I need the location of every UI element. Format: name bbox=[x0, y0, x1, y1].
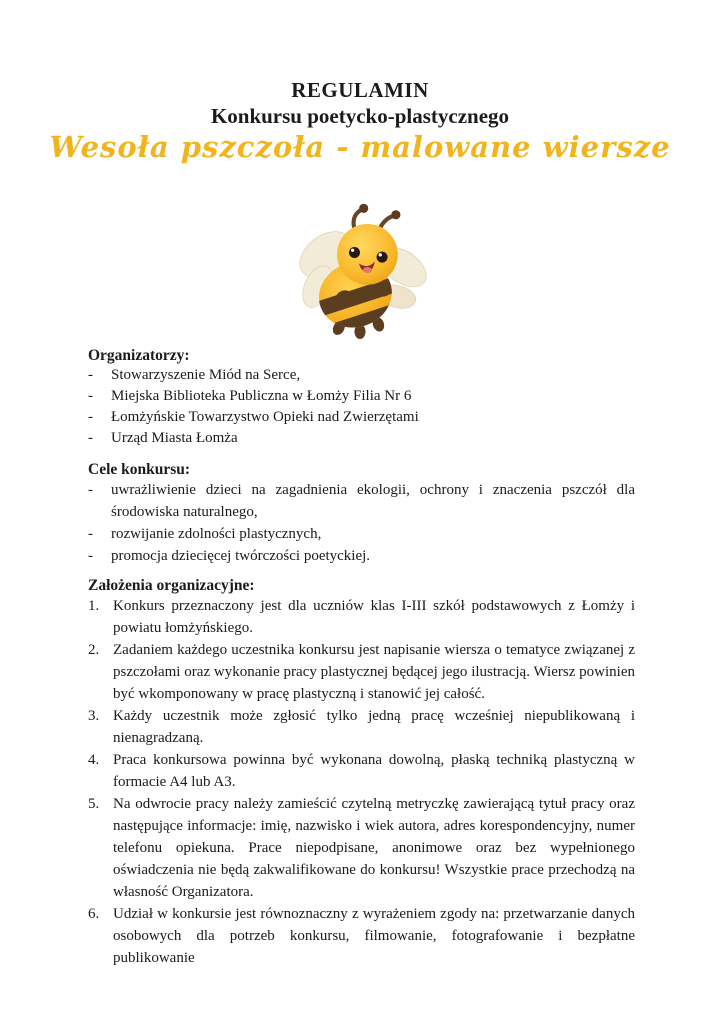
bee-eye-right bbox=[377, 252, 388, 263]
list-item-text: uwrażliwienie dzieci na zagadnienia ekologii, ochrony i znaczenia pszczół dla środowiska naturalnego, bbox=[111, 482, 635, 520]
list-marker: - bbox=[88, 526, 93, 542]
list-item bbox=[88, 545, 635, 567]
page-title: REGULAMIN bbox=[291, 78, 429, 102]
list-item-text: Stowarzyszenie Miód na Serce, bbox=[111, 367, 301, 383]
list-item bbox=[88, 365, 635, 386]
list-number: 2. bbox=[88, 642, 100, 658]
list-marker: - bbox=[88, 367, 93, 383]
page-subtitle: Konkursu poetycko-plastycznego bbox=[210, 104, 510, 128]
list-marker: - bbox=[88, 430, 93, 446]
list-item bbox=[88, 639, 635, 705]
list-item-text: Każdy uczestnik może zgłosić tylko jedną pracę wcześniej niepublikowaną i nienagradzaną. bbox=[113, 708, 635, 746]
list-item bbox=[88, 407, 635, 428]
list-item-text: rozwijanie zdolności plastycznych, bbox=[111, 526, 322, 542]
organizers-list bbox=[88, 365, 635, 449]
list-item-text: Na odwrocie pracy należy zamieścić czytelną metryczkę zawierającą tytuł pracy oraz następujące informacje: imię, nazwisko i wiek autora, adres korespondencyjny, numer telefonu opiekuna. Prace niepodpisane, anonimowe oraz bez wypełnionego oświadczenia nie będą zakwalifikowane do konkursu! Wszystkie prace przechodzą na własność Organizatora. bbox=[113, 796, 635, 900]
list-item-text: Urząd Miasta Łomża bbox=[111, 430, 238, 446]
antenna-right-tip bbox=[391, 210, 400, 219]
section-heading-zalozenia: Założenia organizacyjne: bbox=[88, 577, 255, 594]
bee-eye-right-glint bbox=[379, 253, 382, 256]
bee-eye-left-glint bbox=[351, 249, 354, 252]
list-number: 3. bbox=[88, 708, 100, 724]
list-item bbox=[88, 705, 635, 749]
list-item bbox=[88, 479, 635, 523]
contest-name-decorative: Wesoła pszczoła - malowane wiersze bbox=[49, 130, 671, 164]
list-number: 4. bbox=[88, 752, 100, 768]
bee-head bbox=[337, 224, 398, 285]
list-item-text: Udział w konkursie jest równoznaczny z wyrażeniem zgody na: przetwarzanie danych osobowych dla potrzeb konkursu, filmowanie, fotografowanie i bezpłatne publikowanie bbox=[113, 906, 635, 966]
list-item bbox=[88, 386, 635, 407]
section-heading-cele: Cele konkursu: bbox=[88, 461, 191, 478]
section-heading-organizatorzy: Organizatorzy: bbox=[88, 347, 190, 364]
bee-tongue bbox=[363, 267, 372, 273]
list-item-text: Łomżyńskie Towarzystwo Opieki nad Zwierzętami bbox=[111, 409, 419, 425]
list-number: 1. bbox=[88, 598, 100, 614]
list-item-text: Praca konkursowa powinna być wykonana dowolną, płaską techniką plastyczną w formacie A4 lub A3. bbox=[113, 752, 635, 790]
list-number: 5. bbox=[88, 796, 100, 812]
list-item-text: Konkurs przeznaczony jest dla uczniów klas I-III szkół podstawowych z Łomży i powiatu łomżyńskiego. bbox=[113, 598, 635, 636]
list-item bbox=[88, 749, 635, 793]
bee-illustration bbox=[280, 201, 440, 339]
list-marker: - bbox=[88, 409, 93, 425]
list-item bbox=[88, 523, 635, 545]
list-marker: - bbox=[88, 548, 93, 564]
list-item bbox=[88, 595, 635, 639]
list-item bbox=[88, 428, 635, 449]
document-header bbox=[0, 0, 720, 165]
bee-eye-left bbox=[349, 247, 360, 258]
list-item bbox=[88, 793, 635, 903]
list-marker: - bbox=[88, 388, 93, 404]
rules-list bbox=[88, 595, 635, 969]
list-item-text: promocja dziecięcej twórczości poetyckiej. bbox=[111, 548, 371, 564]
document-body bbox=[0, 347, 720, 969]
list-number: 6. bbox=[88, 906, 100, 922]
goals-list bbox=[88, 479, 635, 567]
bee-icon bbox=[280, 201, 440, 339]
list-item-text: Miejska Biblioteka Publiczna w Łomży Filia Nr 6 bbox=[111, 388, 412, 404]
list-marker: - bbox=[88, 482, 93, 498]
antenna-left-tip bbox=[359, 204, 368, 213]
list-item bbox=[88, 903, 635, 969]
list-item-text: Zadaniem każdego uczestnika konkursu jest napisanie wiersza o tematyce związanej z pszczołami oraz wykonanie pracy plastycznej będącej jego ilustracją. Wiersz powinien być wkomponowany w pracę plastyczną i stanowić jej całość. bbox=[113, 642, 635, 702]
